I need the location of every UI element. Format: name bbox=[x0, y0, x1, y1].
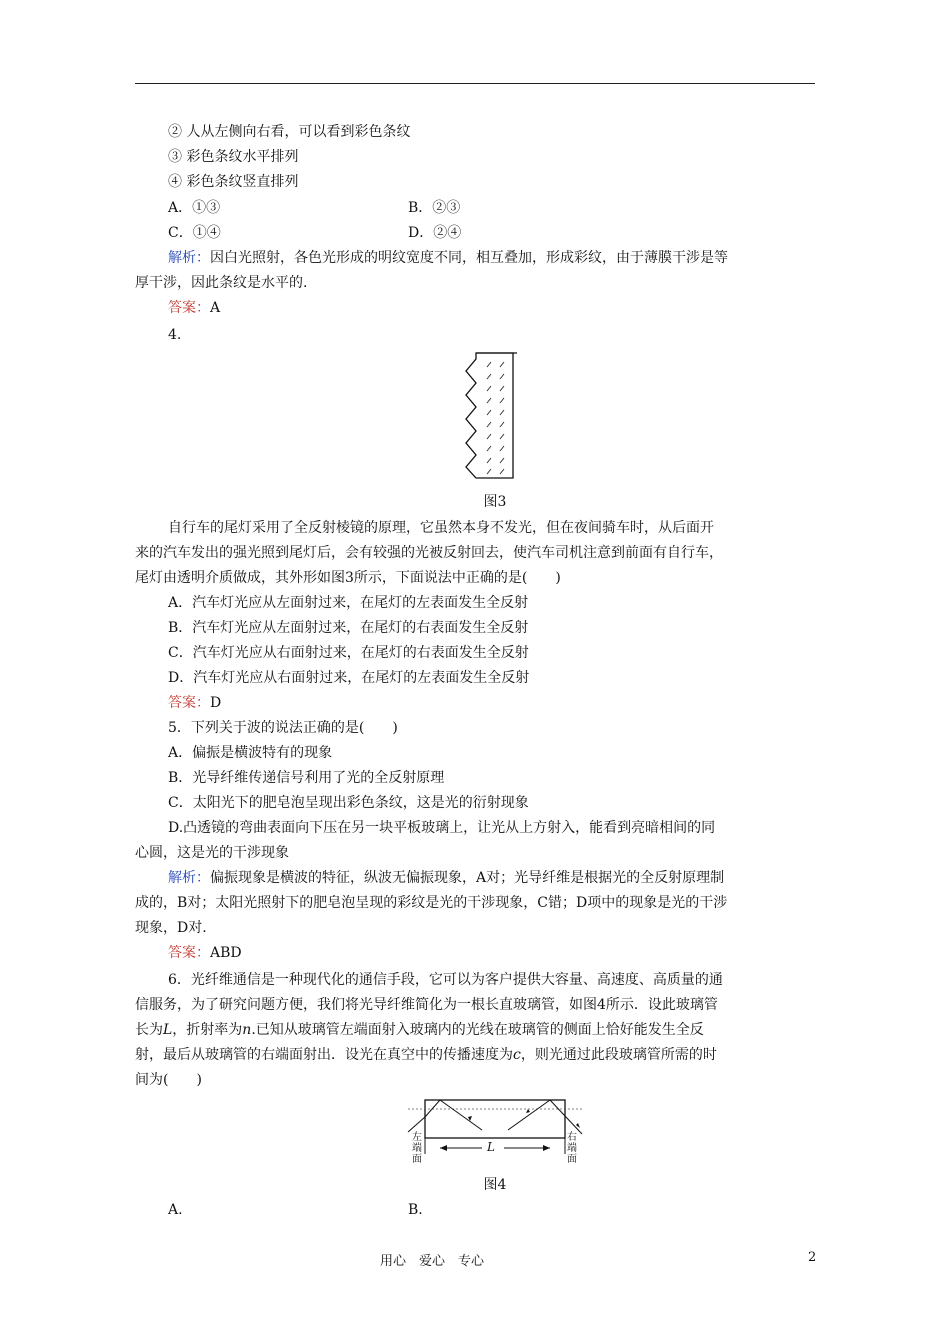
q6-stem-line-4 bbox=[135, 1045, 717, 1065]
q4-option-d: D．汽车灯光应从右面射过来，在尾灯的左表面发生全反射 bbox=[168, 670, 530, 686]
q6-stem-4-part-b: ，则光通过此段玻璃管所需的时 bbox=[520, 1047, 717, 1063]
q6-stem-line-1: 6．光纤维通信是一种现代化的通信手段，它可以为客户提供大容量、高速度、高质量的通 bbox=[168, 972, 723, 988]
q4-number: 4. bbox=[168, 327, 182, 343]
q6-stem-3-part-b: ，折射率为 bbox=[172, 1022, 243, 1038]
q3-option-b: B．②③ bbox=[408, 200, 461, 216]
q6-option-a: A. bbox=[168, 1202, 183, 1218]
q3-statement-2: ② 人从左侧向右看，可以看到彩色条纹 bbox=[168, 124, 411, 140]
answer-label: 答案： bbox=[168, 300, 210, 316]
figure-3-tail-light bbox=[455, 350, 525, 485]
q3-statement-3: ③ 彩色条纹水平排列 bbox=[168, 149, 299, 165]
q3-option-d: D．②④ bbox=[408, 225, 462, 241]
q5-option-b: B．光导纤维传递信号利用了光的全反射原理 bbox=[168, 770, 445, 786]
q3-statement-4: ④ 彩色条纹竖直排列 bbox=[168, 174, 299, 190]
q5-option-d-line-2: 心圆，这是光的干涉现象 bbox=[135, 845, 289, 861]
q3-analysis-line-2: 厚干涉，因此条纹是水平的. bbox=[135, 275, 308, 291]
q6-option-b: B. bbox=[408, 1202, 423, 1218]
q3-analysis-line-1 bbox=[168, 248, 728, 268]
page-number: 2 bbox=[808, 1250, 817, 1265]
q3-option-c: C．①④ bbox=[168, 225, 221, 241]
q5-stem: 5．下列关于波的说法正确的是( ) bbox=[168, 720, 398, 736]
figure-4-left-label: 左端面 bbox=[412, 1132, 422, 1165]
q4-option-c: C．汽车灯光应从右面射过来，在尾灯的右表面发生全反射 bbox=[168, 645, 529, 661]
q4-option-b: B．汽车灯光应从左面射过来，在尾灯的右表面发生全反射 bbox=[168, 620, 529, 636]
figure-4-caption: 图4 bbox=[483, 1177, 507, 1193]
analysis-label: 解析： bbox=[168, 870, 210, 886]
q3-answer bbox=[168, 298, 220, 318]
q4-answer-value: D bbox=[210, 695, 222, 711]
q6-variable-L: L bbox=[163, 1022, 173, 1038]
q5-answer bbox=[168, 943, 242, 963]
analysis-label: 解析： bbox=[168, 250, 210, 266]
q3-option-a: A．①③ bbox=[168, 200, 221, 216]
answer-label: 答案： bbox=[168, 695, 210, 711]
q5-analysis-text-1: 偏振现象是横波的特征，纵波无偏振现象，A对；光导纤维是根据光的全反射原理制 bbox=[210, 870, 725, 886]
q6-stem-line-3 bbox=[135, 1020, 704, 1040]
q5-analysis-line-2: 成的，B对；太阳光照射下的肥皂泡呈现的彩纹是光的干涉现象，C错；D项中的现象是光的干涉 bbox=[135, 895, 728, 911]
q4-option-a: A．汽车灯光应从左面射过来，在尾灯的左表面发生全反射 bbox=[168, 595, 529, 611]
q5-option-c: C．太阳光下的肥皂泡呈现出彩色条纹，这是光的衍射现象 bbox=[168, 795, 529, 811]
q5-analysis-line-1 bbox=[168, 868, 724, 888]
q6-stem-line-5: 间为( ) bbox=[135, 1072, 202, 1088]
q6-stem-4-part-a: 射，最后从玻璃管的右端面射出．设光在真空中的传播速度为 bbox=[135, 1047, 513, 1063]
q5-option-d-line-1: D.凸透镜的弯曲表面向下压在另一块平板玻璃上，让光从上方射入，能看到亮暗相间的同 bbox=[168, 820, 716, 836]
q5-answer-value: ABD bbox=[210, 945, 242, 961]
header-rule bbox=[135, 83, 815, 84]
figure-4-length-label: L bbox=[487, 1140, 495, 1154]
q6-stem-3-part-c: .已知从玻璃管左端面射入玻璃内的光线在玻璃管的侧面上恰好能发生全反 bbox=[251, 1022, 704, 1038]
answer-label: 答案： bbox=[168, 945, 210, 961]
q3-answer-value: A bbox=[210, 300, 221, 316]
q6-stem-line-2: 信服务，为了研究问题方便，我们将光导纤维简化为一根长直玻璃管，如图4所示．设此玻璃管 bbox=[135, 997, 718, 1013]
figure-4-optical-fiber bbox=[400, 1092, 590, 1172]
q6-variable-n: n bbox=[242, 1022, 252, 1038]
footer-motto: 用心 爱心 专心 bbox=[380, 1254, 485, 1269]
q6-stem-3-part-a: 长为 bbox=[135, 1022, 163, 1038]
q5-option-a: A．偏振是横波特有的现象 bbox=[168, 745, 333, 761]
q5-analysis-line-3: 现象，D对. bbox=[135, 920, 207, 936]
q4-stem-line-2: 来的汽车发出的强光照到尾灯后，会有较强的光被反射回去，使汽车司机注意到前面有自行车， bbox=[135, 545, 723, 561]
q6-variable-c: c bbox=[513, 1047, 521, 1063]
q4-stem-line-1: 自行车的尾灯采用了全反射棱镜的原理，它虽然本身不发光，但在夜间骑车时，从后面开 bbox=[168, 520, 714, 536]
q3-analysis-text-1: 因白光照射，各色光形成的明纹宽度不同，相互叠加，形成彩纹，由于薄膜干涉是等 bbox=[210, 250, 728, 266]
figure-4-right-label: 右端面 bbox=[567, 1132, 577, 1165]
q4-stem-line-3: 尾灯由透明介质做成，其外形如图3所示，下面说法中正确的是( ) bbox=[135, 570, 561, 586]
q4-answer bbox=[168, 693, 221, 713]
figure-3-caption: 图3 bbox=[483, 494, 507, 510]
